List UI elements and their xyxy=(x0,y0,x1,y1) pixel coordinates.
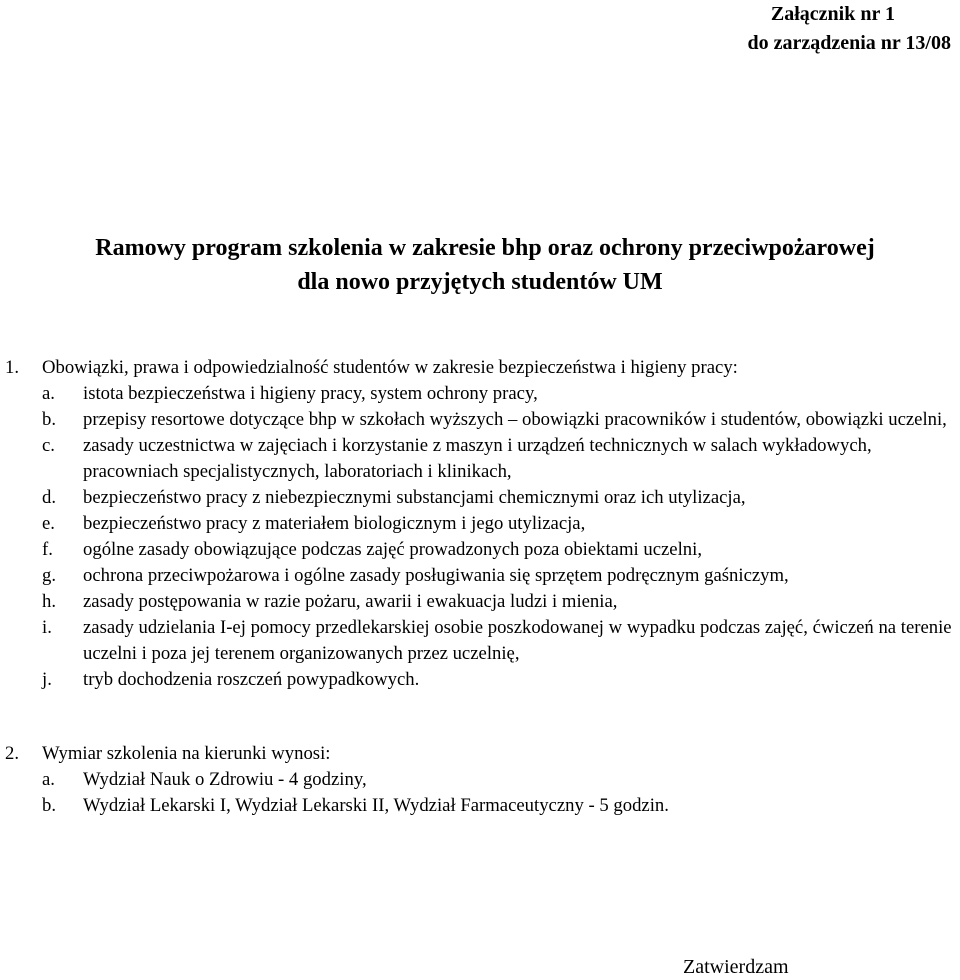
list-item-text: zasady uczestnictwa w zajęciach i korzystanie z maszyn i urządzeń technicznych w salach wykładowych, pracowniach specjalistycznych, laboratoriach i klinikach, xyxy=(83,435,872,482)
list-item xyxy=(0,589,960,615)
list-item-letter: c. xyxy=(42,435,55,456)
list-item-letter: i. xyxy=(42,617,52,638)
section-duties xyxy=(0,355,960,693)
list-item-text: ochrona przeciwpożarowa i ogólne zasady posługiwania się sprzętem podręcznym gaśniczym, xyxy=(83,565,789,586)
list-item-letter: a. xyxy=(42,769,55,790)
list-item-letter: a. xyxy=(42,383,55,404)
list-item-text: istota bezpieczeństwa i higieny pracy, system ochrony pracy, xyxy=(83,383,538,404)
section-number: 2. xyxy=(5,743,20,764)
list-item-letter: b. xyxy=(42,409,57,430)
list-item xyxy=(0,767,960,793)
section-training-hours xyxy=(0,741,960,819)
list-item-letter: f. xyxy=(42,539,53,560)
list-item-text: przepisy resortowe dotyczące bhp w szkołach wyższych – obowiązki pracowników i studentów, obowiązki uczelni, xyxy=(83,409,947,430)
list-item-letter: e. xyxy=(42,513,55,534)
list-item xyxy=(0,511,960,537)
document-title xyxy=(0,231,960,299)
list-item-letter: b. xyxy=(42,795,57,816)
list-item xyxy=(0,537,960,563)
title-line-1: Ramowy program szkolenia w zakresie bhp oraz ochrony przeciwpożarowej xyxy=(95,235,875,261)
section-heading xyxy=(0,741,960,767)
list-item-text: bezpieczeństwo pracy z materiałem biologicznym i jego utylizacja, xyxy=(83,513,586,534)
list-item xyxy=(0,793,960,819)
list-item xyxy=(0,485,960,511)
list-item xyxy=(0,433,960,485)
approval-label: Zatwierdzam xyxy=(683,956,789,978)
annex-ordinance: do zarządzenia nr 13/08 xyxy=(747,32,951,54)
list-item xyxy=(0,615,960,667)
list-item-text: ogólne zasady obowiązujące podczas zajęć prowadzonych poza obiektami uczelni, xyxy=(83,539,703,560)
list-item-letter: g. xyxy=(42,565,57,586)
list-item-letter: h. xyxy=(42,591,57,612)
list-item-text: zasady udzielania I-ej pomocy przedlekarskiej osobie poszkodowanej w wypadku podczas zajęć, ćwiczeń na terenie uczelni i poza jej terenem organizowanych przez uczelnię, xyxy=(83,617,952,664)
list-item-text: Wydział Lekarski I, Wydział Lekarski II, Wydział Farmaceutyczny - 5 godzin. xyxy=(83,795,669,816)
list-item-text: bezpieczeństwo pracy z niebezpiecznymi substancjami chemicznymi oraz ich utylizacja, xyxy=(83,487,746,508)
list-item-letter: j. xyxy=(42,669,52,690)
list-item-text: zasady postępowania w razie pożaru, awarii i ewakuacja ludzi i mienia, xyxy=(83,591,618,612)
list-item xyxy=(0,381,960,407)
list-item xyxy=(0,563,960,589)
list-item-letter: d. xyxy=(42,487,57,508)
list-item-text: tryb dochodzenia roszczeń powypadkowych. xyxy=(83,669,420,690)
section-heading-text: Wymiar szkolenia na kierunki wynosi: xyxy=(42,743,331,764)
section-heading-text: Obowiązki, prawa i odpowiedzialność studentów w zakresie bezpieczeństwa i higieny pracy: xyxy=(42,357,738,378)
annex-header xyxy=(700,0,960,58)
list-item xyxy=(0,667,960,693)
section-heading xyxy=(0,355,960,381)
list-item-text: Wydział Nauk o Zdrowiu - 4 godziny, xyxy=(83,769,367,790)
annex-number: Załącznik nr 1 xyxy=(770,3,895,25)
section-number: 1. xyxy=(5,357,20,378)
list-item xyxy=(0,407,960,433)
title-line-2: dla nowo przyjętych studentów UM xyxy=(297,269,663,295)
